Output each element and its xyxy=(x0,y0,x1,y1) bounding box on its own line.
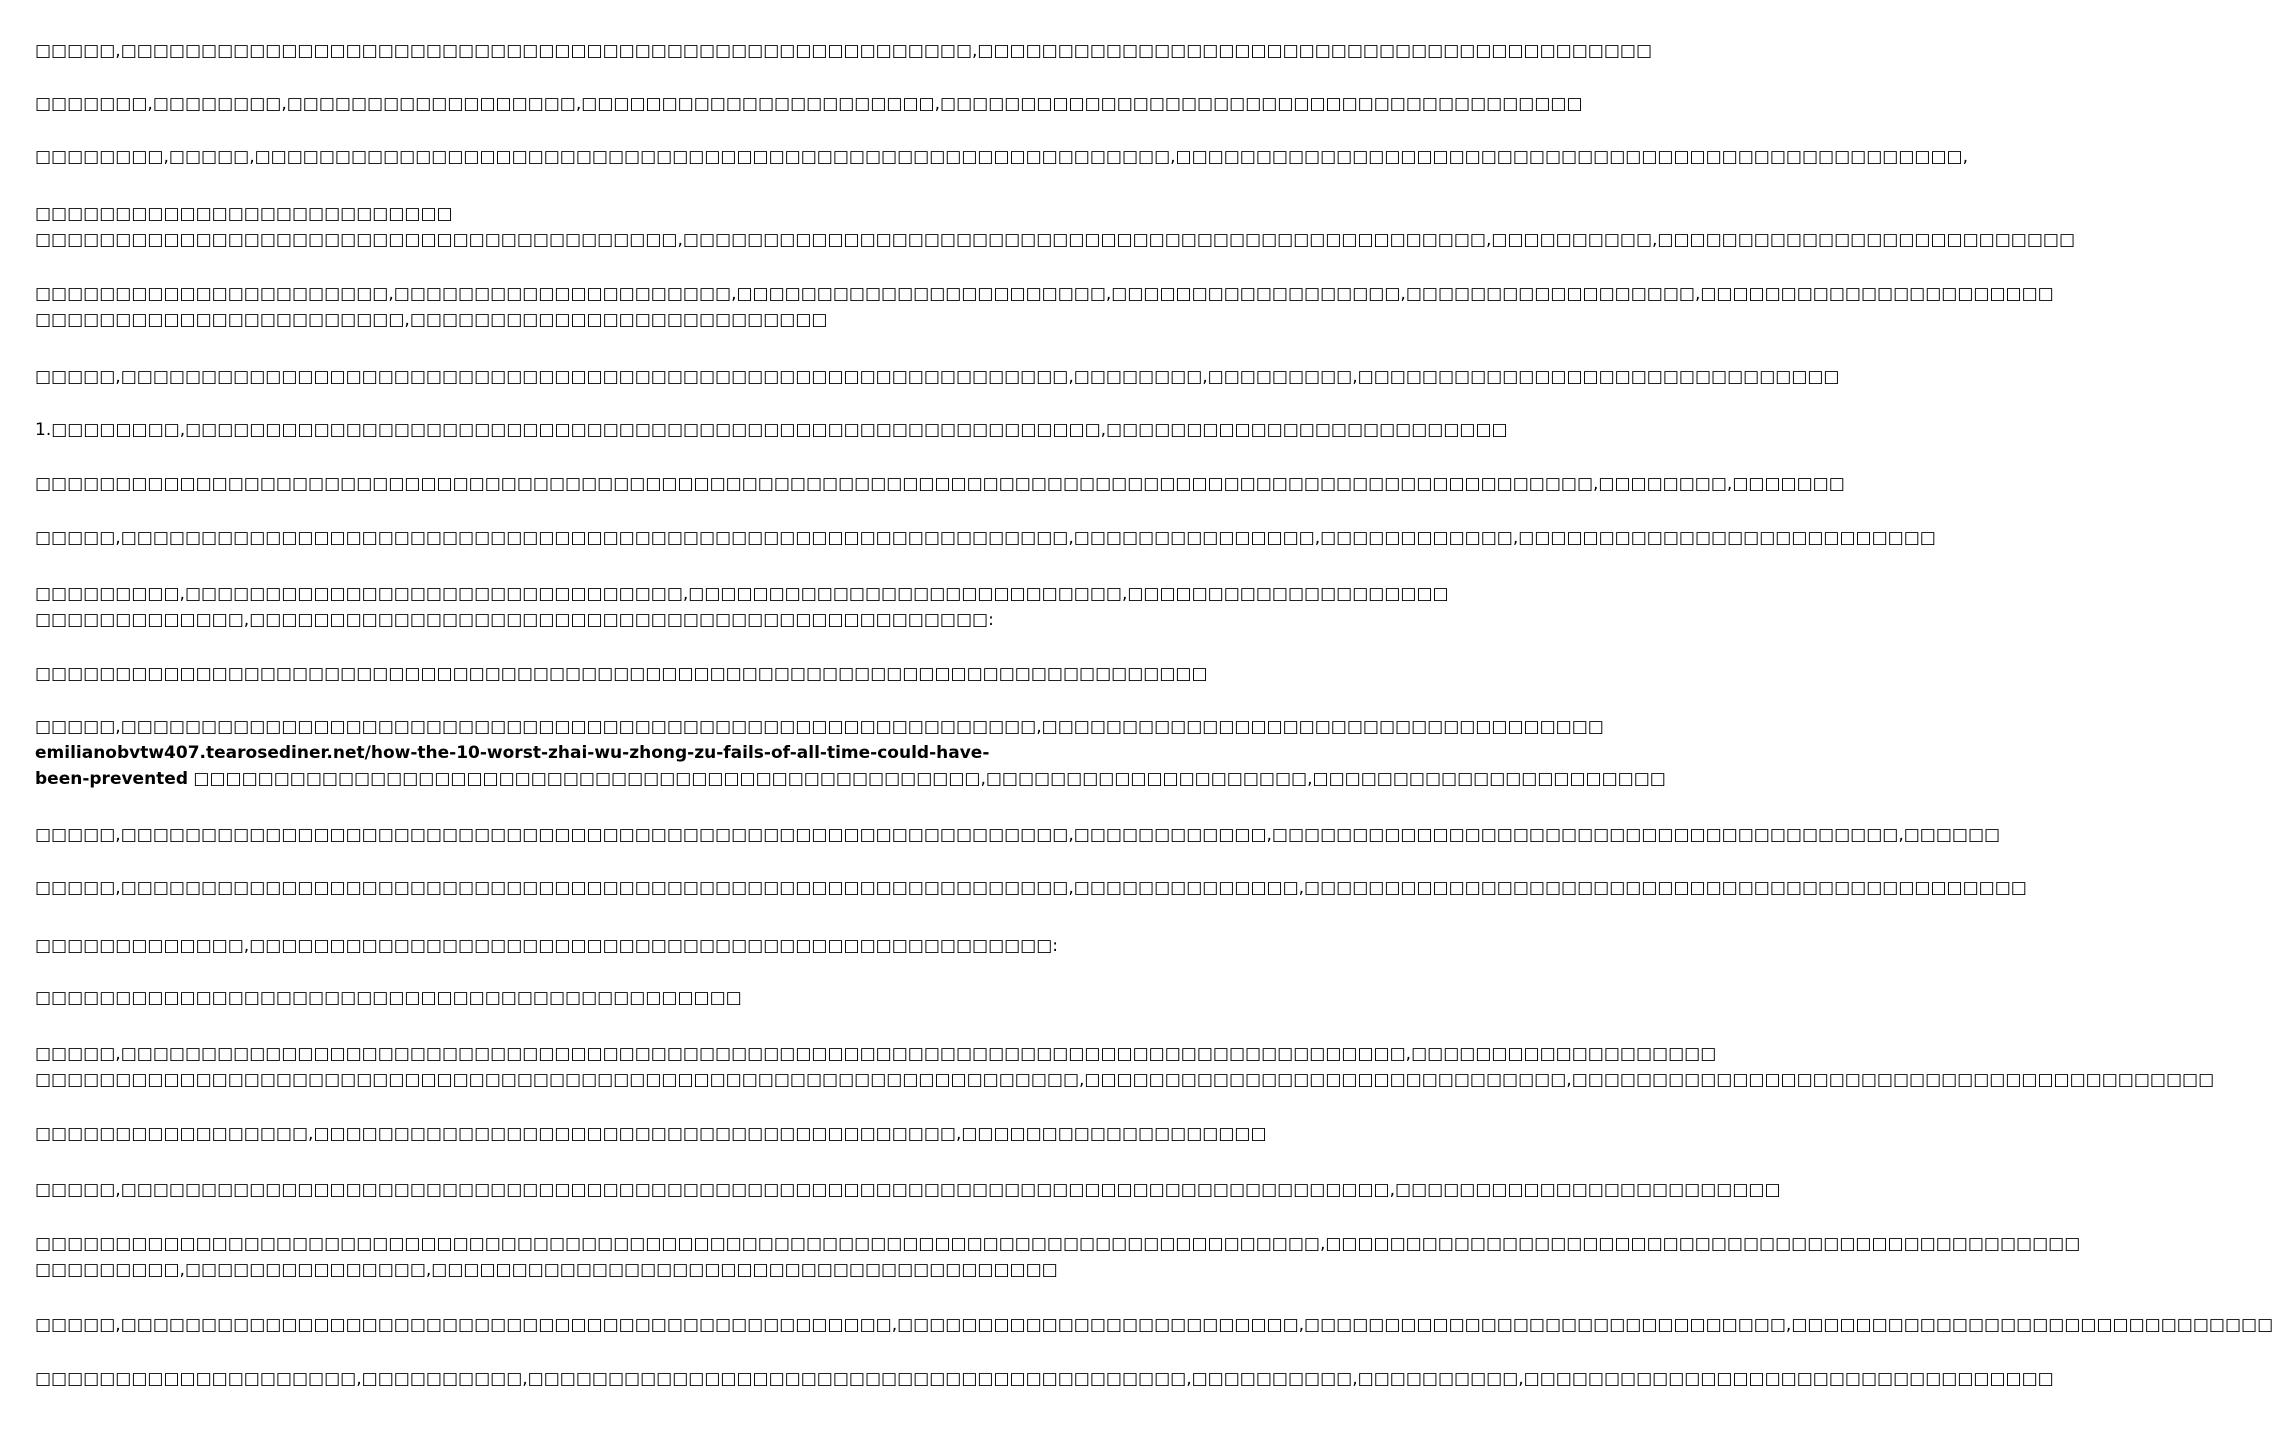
text-line: □□□□□□□,□□□□□□□□,□□□□□□□□□□□□□□□□□□,□□□□□□□□□□□□□□□□□□□□□□,□□□□□□□□□□□□□□□□□□□□□□□□□□□□□□□□□□□□□□□□ xyxy=(35,94,1583,114)
text-line: □□□□□□□□□□□□□□□□□□□□□□□,□□□□□□□□□□□□□□□□□□□□□□□□□□ xyxy=(35,310,828,330)
text-line: □□□□□□□□□□□□□□□□□□□□□□□□□□□□□□□□□□□□□□□□□□□□□□□□□□□□□□□□□□□□□□□□□□□□□□□□□□□□□□□□,□□□□□□□□□□□□□□□□□□□□□□□□□□□□□□□□□□□□□□□□□□□□□□□ xyxy=(35,1234,2081,1254)
text-line: □□□□□,□□□□□□□□□□□□□□□□□□□□□□□□□□□□□□□□□□□□□□□□□□□□□□□□□□□□□,□□□□□□□□□□□□□□□□□□□□□□□□□□□□□□□□□□□□□□□□□□ xyxy=(35,41,1653,61)
paragraph-1 xyxy=(35,38,1653,64)
text-line: □□□□□□□□□□□□□□□□□□□□,□□□□□□□□□□,□□□□□□□□□□□□□□□□□□□□□□□□□□□□□□□□□□□□□□□□□,□□□□□□□□□□,□□□□□□□□□□,□□□□□□□□□□□□□□□□□□□□□□□□□□□□□□□□□ xyxy=(35,1369,2054,1389)
paragraph-5 xyxy=(35,281,2054,333)
text-after-link: □□□□□□□□□□□□□□□□□□□□□□□□□□□□□□□□□□□□□□□□□□□□□□□□□,□□□□□□□□□□□□□□□□□□□□,□□□□□□□□□□□□□□□□□□□□□□ xyxy=(188,769,1666,789)
paragraph-14 xyxy=(35,875,2027,901)
paragraph-11 xyxy=(35,661,1208,687)
paragraph-18 xyxy=(35,1121,1267,1147)
paragraph-21 xyxy=(35,1312,2273,1338)
text-line: □□□□□□□□□□□□□□□□□□□□□□□□□□□□□□□□□□□□□□□□□□□□□□□□□□□□□□□□□□□□□□□□□,□□□□□□□□□□□□□□□□□□□□□□□□□□□□□□,□□□□□□□□□□□□□□□□□□□□□□□□□□□□□□□□□□□□□□□□ xyxy=(35,1070,2215,1090)
text-line: □□□□□□□□□□□□□□□□□□□□□□□□□□□□□□□□□□□□□□□□□□□□ xyxy=(35,988,742,1008)
text-line: □□□□□□□□□□□□□,□□□□□□□□□□□□□□□□□□□□□□□□□□□□□□□□□□□□□□□□□□□□□□: xyxy=(35,610,994,630)
text-line: □□□□□□□□□□□□□□□□□,□□□□□□□□□□□□□□□□□□□□□□□□□□□□□□□□□□□□□□□□,□□□□□□□□□□□□□□□□□□□ xyxy=(35,1124,1267,1144)
text-line: □□□□□□□□□,□□□□□□□□□□□□□□□,□□□□□□□□□□□□□□□□□□□□□□□□□□□□□□□□□□□□□□□ xyxy=(35,1260,1058,1280)
text-line: □□□□□,□□□□□□□□□□□□□□□□□□□□□□□□□□□□□□□□□□□□□□□□□□□□□□□□□□□□□□□□□□□,□□□□□□□□□□□□,□□□□□□□□□□□□□□□□□□□□□□□□□□□□□□□□□□□□□□□,□□□□□□ xyxy=(35,825,2001,845)
paragraph-6 xyxy=(35,364,1840,390)
paragraph-4 xyxy=(35,201,2076,253)
text-line: □□□□□,□□□□□□□□□□□□□□□□□□□□□□□□□□□□□□□□□□□□□□□□□□□□□□□□□□□□□□□□□□□,□□□□□□□□□□□□□□,□□□□□□□□□□□□□□□□□□□□□□□□□□□□□□□□□□□□□□□□□□□□□ xyxy=(35,878,2027,898)
paragraph-19 xyxy=(35,1177,1781,1203)
paragraph-22 xyxy=(35,1366,2054,1392)
text-line: □□□□□,□□□□□□□□□□□□□□□□□□□□□□□□□□□□□□□□□□□□□□□□□□□□□□□□□□□□□□□□□□□,□□□□□□□□,□□□□□□□□□,□□□□□□□□□□□□□□□□□□□□□□□□□□□□□□ xyxy=(35,367,1840,387)
text-line: □□□□□□□□□□□□□□□□□□□□□□□□□□□□□□□□□□□□□□□□□□□□□□□□□□□□□□□□□□□□□□□□□□□□□□□□□ xyxy=(35,664,1208,684)
text-line: □□□□□□□□□□□□□□□□□□□□□□□□□□□□□□□□□□□□□□□□,□□□□□□□□□□□□□□□□□□□□□□□□□□□□□□□□□□□□□□□□□□□□□□□□□□,□□□□□□□□□□,□□□□□□□□□□□□□□□□□□□□□□□□□□ xyxy=(35,230,2076,250)
paragraph-12 xyxy=(35,714,1666,792)
paragraph-9 xyxy=(35,525,1936,551)
text-line: □□□□□□□□,□□□□□,□□□□□□□□□□□□□□□□□□□□□□□□□□□□□□□□□□□□□□□□□□□□□□□□□□□□□□□□□,□□□□□□□□□□□□□□□□□□□□□□□□□□□□□□□□□□□□□□□□□□□□□□□□□, xyxy=(35,147,1968,167)
text-line: 1.□□□□□□□□,□□□□□□□□□□□□□□□□□□□□□□□□□□□□□□□□□□□□□□□□□□□□□□□□□□□□□□□□□,□□□□□□□□□□□□□□□□□□□□□□□□□ xyxy=(35,420,1508,440)
paragraph-20 xyxy=(35,1231,2081,1283)
paragraph-2 xyxy=(35,91,1583,117)
text-line: □□□□□,□□□□□□□□□□□□□□□□□□□□□□□□□□□□□□□□□□□□□□□□□□□□□□□□□□□□□□□□□□□□□□□□□□□□□□□□□□□□□□□□,□□□□□□□□□□□□□□□□□□□ xyxy=(35,1044,1717,1064)
text-line: □□□□□,□□□□□□□□□□□□□□□□□□□□□□□□□□□□□□□□□□□□□□□□□□□□□□□□□□□□□□□□□□□,□□□□□□□□□□□□□□□,□□□□□□□□□□□□,□□□□□□□□□□□□□□□□□□□□□□□□□□ xyxy=(35,528,1936,548)
text-line: □□□□□□□□□□□□□□□□□□□□□□□□□□ xyxy=(35,204,453,224)
text-line xyxy=(35,766,1666,792)
text-line: □□□□□□□□□□□□□□□□□□□□□□,□□□□□□□□□□□□□□□□□□□□□,□□□□□□□□□□□□□□□□□□□□□□□,□□□□□□□□□□□□□□□□□□,□□□□□□□□□□□□□□□□□□,□□□□□□□□□□□□□□□□□□□□□□ xyxy=(35,284,2054,304)
text-line: □□□□□□□□□□□□□□□□□□□□□□□□□□□□□□□□□□□□□□□□□□□□□□□□□□□□□□□□□□□□□□□□□□□□□□□□□□□□□□□□□□□□□□□□□□□□□□□□□,□□□□□□□□,□□□□□□□ xyxy=(35,474,1845,494)
text-line: □□□□□,□□□□□□□□□□□□□□□□□□□□□□□□□□□□□□□□□□□□□□□□□□□□□□□□,□□□□□□□□□□□□□□□□□□□□□□□□□,□□□□□□□□□□□□□□□□□□□□□□□□□□□□□□,□□□□□□□□□□□□□□□□□□□□□□□□□□□□□□ xyxy=(35,1315,2273,1335)
paragraph-17 xyxy=(35,1041,2215,1093)
paragraph-3 xyxy=(35,144,1968,170)
paragraph-10 xyxy=(35,581,1449,633)
text-line: □□□□□,□□□□□□□□□□□□□□□□□□□□□□□□□□□□□□□□□□□□□□□□□□□□□□□□□□□□□□□□□,□□□□□□□□□□□□□□□□□□□□□□□□□□□□□□□□□□□ xyxy=(35,717,1604,737)
paragraph-16 xyxy=(35,985,990,1011)
text-line: □□□□□□□□□□□□□,□□□□□□□□□□□□□□□□□□□□□□□□□□□□□□□□□□□□□□□□□□□□□□□□□□: xyxy=(35,936,1059,956)
article-link-continued[interactable]: been-prevented xyxy=(35,769,189,789)
paragraph-7 xyxy=(35,417,1508,443)
article-link[interactable]: emilianobvtw407.tearosediner.net/how-the-10-worst-zhai-wu-zhong-zu-fails-of-all-time-could-have- xyxy=(35,743,990,763)
paragraph-15 xyxy=(35,933,1059,959)
text-line: □□□□□□□□□,□□□□□□□□□□□□□□□□□□□□□□□□□□□□□□□,□□□□□□□□□□□□□□□□□□□□□□□□□□□,□□□□□□□□□□□□□□□□□□□□ xyxy=(35,584,1449,604)
document-page xyxy=(35,0,2273,1449)
text-line: □□□□□,□□□□□□□□□□□□□□□□□□□□□□□□□□□□□□□□□□□□□□□□□□□□□□□□□□□□□□□□□□□□□□□□□□□□□□□□□□□□□□□,□□□□□□□□□□□□□□□□□□□□□□□□ xyxy=(35,1180,1781,1200)
paragraph-8 xyxy=(35,471,1845,497)
paragraph-13 xyxy=(35,822,2001,848)
